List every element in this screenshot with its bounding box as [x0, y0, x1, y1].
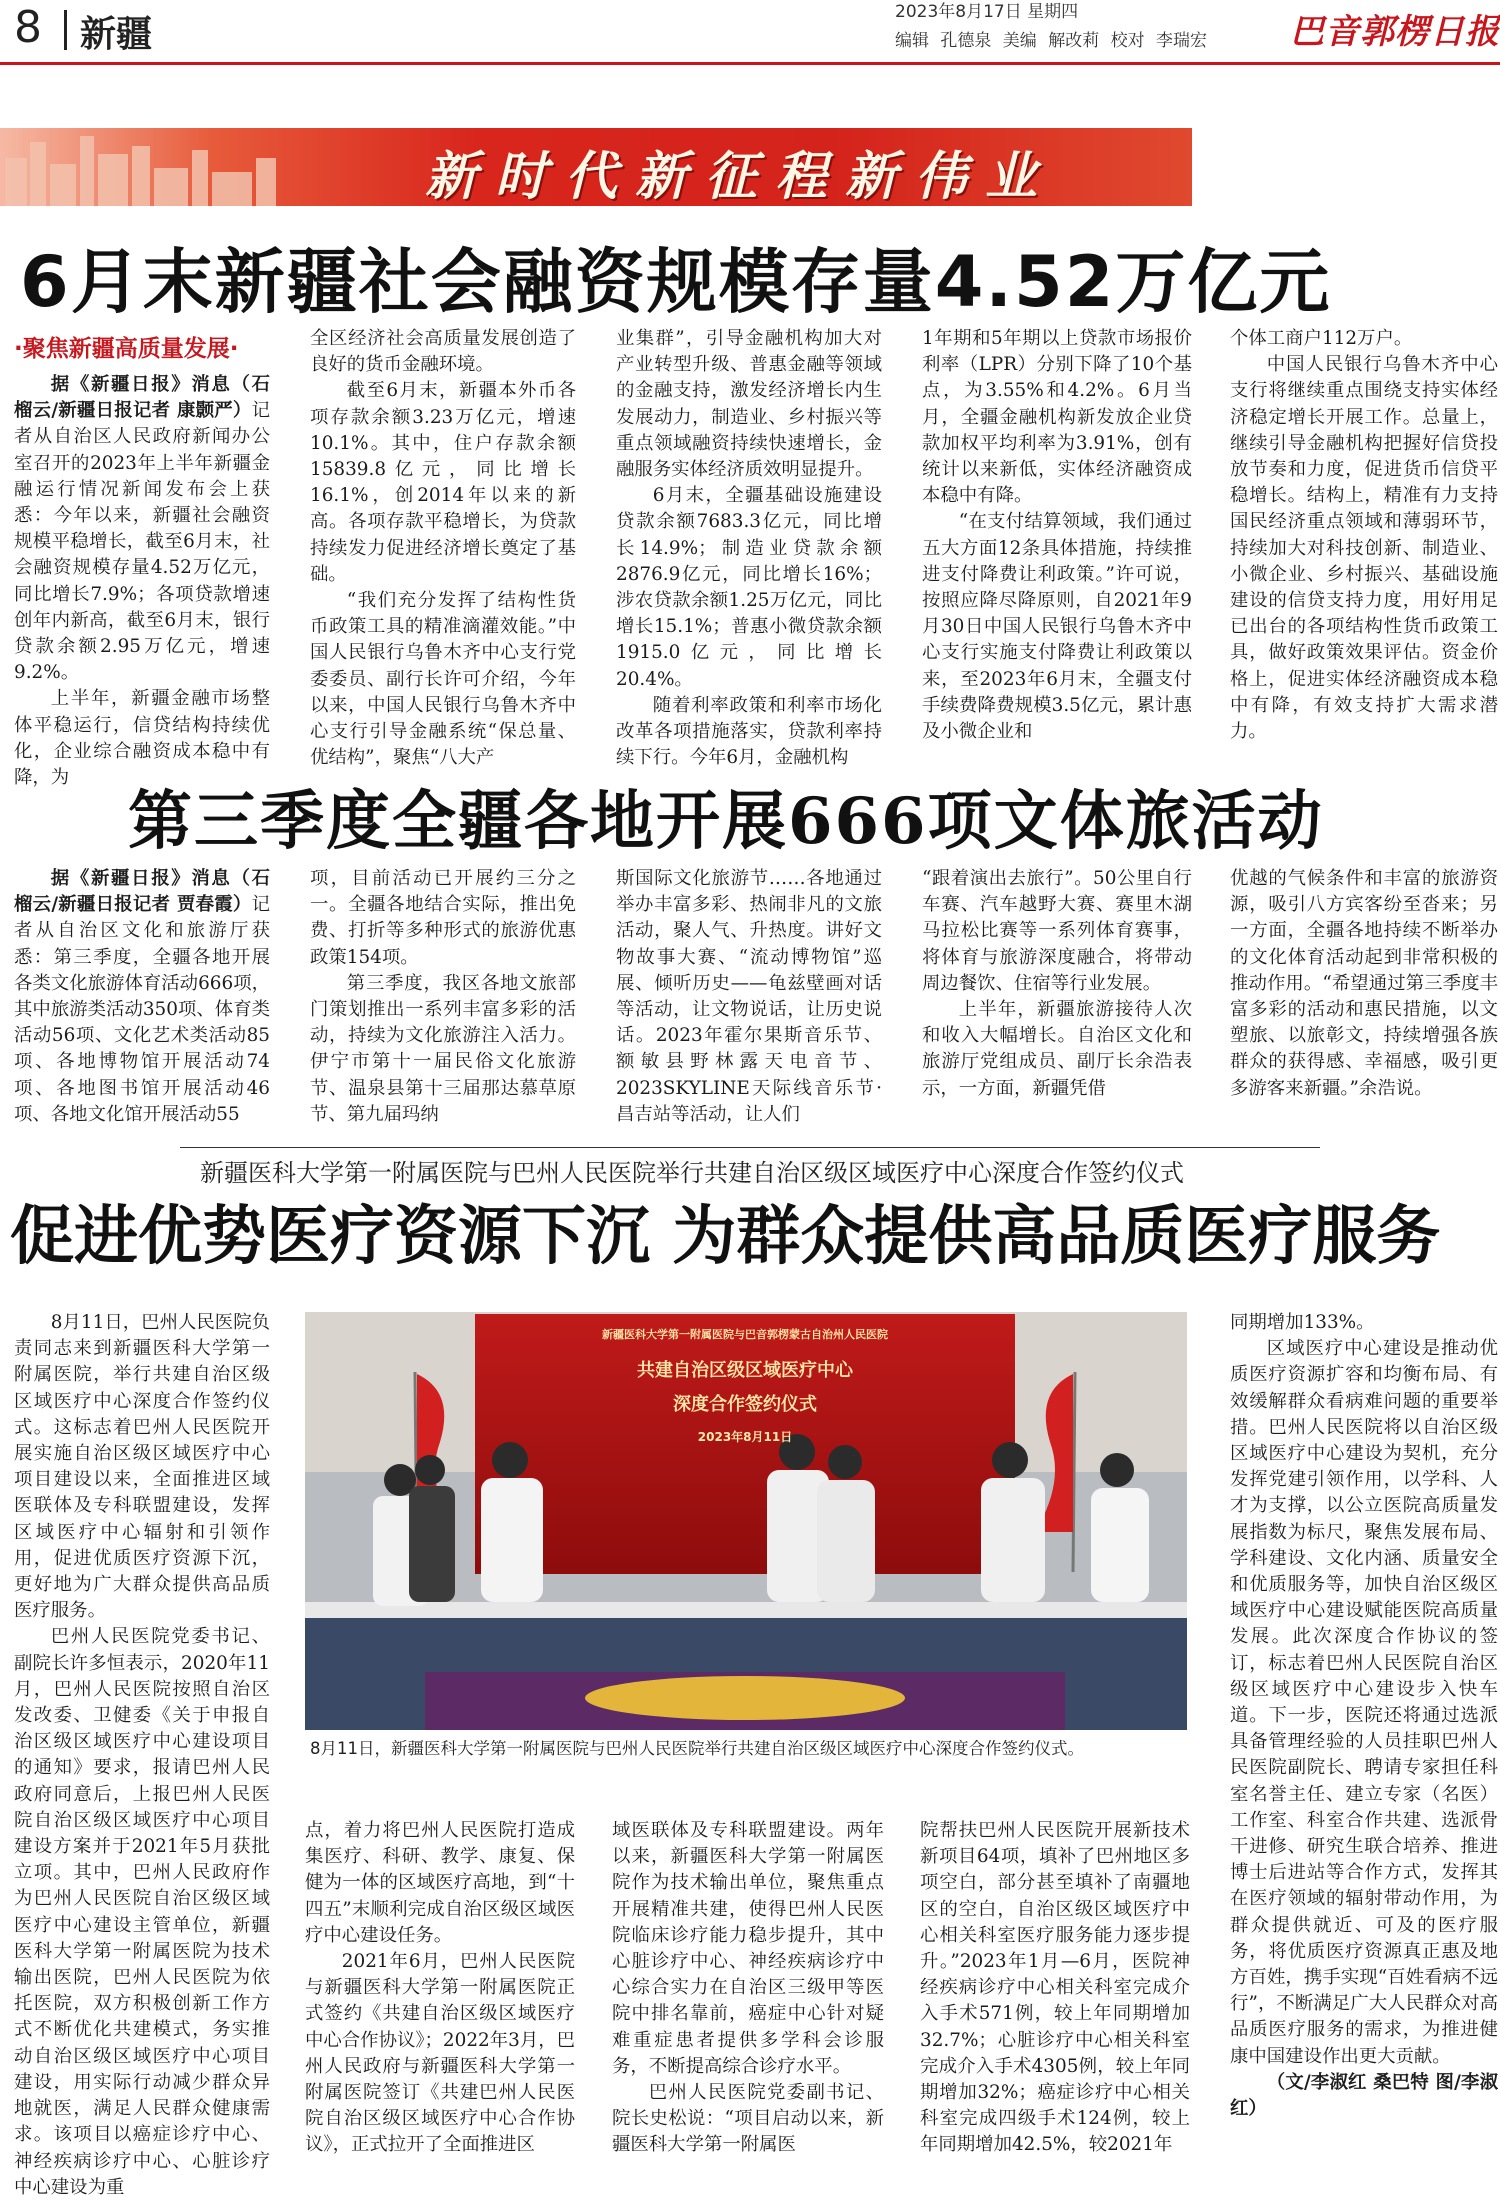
screen-text-line1: 新疆医科大学第一附属医院与巴音郭楞蒙古自治州人民医院 — [602, 1328, 888, 1341]
page-number-divider — [64, 10, 67, 50]
article2-column-3: 斯国际文化旅游节……各地通过举办丰富多彩、热闹非凡的文旅活动，聚人气、升热度。讲好文物故事大赛、“流动博物馆”巡展、倾听历史——龟兹壁画对话等活动，让文物说话，让历史说话。2023年霍尔果斯音乐节、额敏县野林露天电音节、2023SKYLINE天际线音乐节·昌吉站等活动，让人们 — [616, 868, 882, 1125]
article3-column-1: 8月11日，巴州人民医院负责同志来到新疆医科大学第一附属医院，举行共建自治区级区域医疗中心深度合作签约仪式。这标志着巴州人民医院开展实施自治区级区域医疗中心项目建设以来，全面推进区域医联体及专科联盟建设，发挥区域医疗中心辐射和引领作用，促进优质医疗资源下沉，更好地为广大群众提供高品质医疗服务。 巴州人民医院党委书记、副院长许多恒表示，2020年11月，巴州人民医院按照自治区发改委、卫健委《关于申报自治区级区域医疗中心建设项目的通知》要求，报请巴州人民政府同意后，上报巴州人民医院自治区级区域医疗中心项目建设方案并于2021年5月获批立项。其中，巴州人民政府作为巴州人民医院自治区级区域医疗中心建设主管单位，新疆医科大学第一附属医院为技术输出医院，巴州人民医院为依托医院，双方积极创新工作方式不断优化共建模式，务实推动自治区级区域医疗中心项目建设，用实际行动减少群众异地就医，满足人民群众健康需求。该项目以癌症诊疗中心、神经疾病诊疗中心、心脏诊疗中心建设为重 — [14, 1312, 270, 2198]
masthead-rule — [0, 62, 1500, 65]
article3-credit: （文/李淑红 桑巴特 图/李淑红） — [1230, 2071, 1498, 2120]
section-title: 新疆 — [80, 14, 153, 55]
article1-byline: 据《新疆日报》消息（石榴云/新疆日报记者 康颢严） — [14, 374, 270, 422]
article1-column-4: 1年期和5年期以上贷款市场报价利率（LPR）分别下降了10个基点，为3.55%和4.2%。6月当月，全疆金融机构新发放企业贷款加权平均利率为3.91%，创有统计以来新低，实体经济融资成本稳中有降。 “在支付结算领域，我们通过五大方面12条具体措施，持续推进支付降费让利政策。”许可说，按照应降尽降原则，自2021年9月30日中国人民银行乌鲁木齐中心支行实施支付降费让利政策以来，至2023年6月末，全疆支付手续费降费规模3.5亿元，累计惠及小微企业和 — [922, 328, 1192, 743]
article3-rule — [180, 1147, 1320, 1148]
article1-column-5: 个体工商户112万户。 中国人民银行乌鲁木齐中心支行将继续重点围绕支持实体经济稳定增长开展工作。总量上，继续引导金融机构把握好信贷投放节奏和力度，促进货币信贷平稳增长。结构上，精准有力支持国民经济重点领域和薄弱环节，持续加大对科技创新、制造业、小微企业、乡村振兴、基础设施建设的信贷支持力度，用好用足已出台的各项结构性货币政策工具，做好政策效果评估。资金价格上，促进实体经济融资成本稳中有降，有效支持扩大需求潜力。 — [1230, 328, 1498, 743]
city-skyline-icon — [0, 128, 300, 206]
article3-headline: 促进优势医疗资源下沉 为群众提供高品质医疗服务 — [10, 1199, 1441, 1274]
article2-column-2: 项，目前活动已开展约三分之一。全疆各地结合实际，推出免费、打折等多种形式的旅游优惠政策154项。 第三季度，我区各地文旅部门策划推出一系列丰富多彩的活动，持续为文化旅游注入活力。伊宁市第十一届民俗文化旅游节、温泉县第十三届那达慕草原节、第九届玛纳 — [310, 868, 576, 1125]
article1-column-1: 据《新疆日报》消息（石榴云/新疆日报记者 康颢严）记者从自治区人民政府新闻办公室召开的2023年上半年新疆金融运行情况新闻发布会上获悉：今年以来，新疆社会融资规模平稳增长，截至6月末，社会融资规模存量4.52万亿元，同比增长7.9%；各项贷款增速创年内新高，截至6月末，银行贷款余额2.95万亿元，增速9.2%。 上半年，新疆金融市场整体平稳运行，信贷结构持续优化，企业综合融资成本稳中有降，为 — [14, 374, 270, 789]
page-number: 8 — [14, 2, 42, 53]
newspaper-logo: 巴音郭楞日报 — [1290, 12, 1500, 52]
article1-column-3: 业集群”，引导金融机构加大对产业转型升级、普惠金融等领域的金融支持，激发经济增长内生发展动力，制造业、乡村振兴等重点领域融资持续快速增长，金融服务实体经济质效明显提升。 6月末，全疆基础设施建设贷款余额7683.3亿元，同比增长14.9%；制造业贷款余额2876.9亿元，同比增长16%；涉农贷款余额1.25万亿元，同比增长15.1%；普惠小微贷款余额1915.0亿元，同比增长20.4%。 随着利率政策和利率市场化改革各项措施落实，贷款利率持续下行。今年6月，金融机构 — [616, 328, 882, 769]
screen-date: 2023年8月11日 — [697, 1430, 793, 1444]
article3-column-3: 域医联体及专科联盟建设。两年以来，新疆医科大学第一附属医院作为技术输出单位，聚焦重点开展精准共建，使得巴州人民医院临床诊疗能力稳步提升，其中心脏诊疗中心、神经疾病诊疗中心综合实力在自治区三级甲等医院中排名靠前，癌症中心针对疑难重症患者提供多学科会诊服务，不断提高综合诊疗水平。 巴州人民医院党委副书记、院长史松说：“项目启动以来，新疆医科大学第一附属医 — [612, 1820, 884, 2156]
article2-headline: 第三季度全疆各地开展666项文体旅活动 — [128, 784, 1324, 859]
signing-ceremony-photo — [305, 1312, 1187, 1730]
article1-column-2: 全区经济社会高质量发展创造了良好的货币金融环境。 截至6月末，新疆本外币各项存款余额3.23万亿元，增速10.1%。其中，住户存款余额15839.8亿元，同比增长16.1%，创2014年以来的新高。各项存款平稳增长，为贷款持续发力促进经济增长奠定了基础。 “我们充分发挥了结构性货币政策工具的精准滴灌效能。”中国人民银行乌鲁木齐中心支行党委委员、副行长许可介绍，今年以来，中国人民银行乌鲁木齐中心支行引导金融系统“保总量、优结构”，聚焦“八大产 — [310, 328, 576, 769]
article2-column-5: 优越的气候条件和丰富的旅游资源，吸引八方宾客纷至沓来；另一方面，全疆各地持续不断举办的文化体育活动起到非常积极的推动作用。“希望通过第三季度丰富多彩的活动和惠民措施，以文塑旅、以旅彰文，持续增强各族群众的获得感、幸福感，吸引更多游客来新疆。”余浩说。 — [1230, 868, 1498, 1099]
slogan-text: 新时代新征程新伟业 — [424, 146, 1055, 207]
article1-headline: 6月末新疆社会融资规模存量4.52万亿元 — [20, 241, 1332, 323]
screen-text-line3: 深度合作签约仪式 — [673, 1394, 817, 1415]
article3-column-2: 点，着力将巴州人民医院打造成集医疗、科研、教学、康复、保健为一体的区域医疗高地，到“十四五”末顺利完成自治区级区域医疗中心建设任务。 2021年6月，巴州人民医院与新疆医科大学第一附属医院正式签约《共建自治区级区域医疗中心合作协议》；2022年3月，巴州人民政府与新疆医科大学第一附属医院签订《共建巴州人民医院自治区级区域医疗中心合作协议》，正式拉开了全面推进区 — [305, 1820, 575, 2156]
article2-byline: 据《新疆日报》消息（石榴云/新疆日报记者 贾春霞） — [14, 868, 270, 916]
photo-caption: 8月11日，新疆医科大学第一附属医院与巴州人民医院举行共建自治区级区域医疗中心深度合作签约仪式。 — [310, 1739, 1084, 1758]
article2-column-4: “跟着演出去旅行”。50公里自行车赛、汽车越野大赛、赛里木湖马拉松比赛等一系列体育赛事，将体育与旅游深度融合，将带动周边餐饮、住宿等行业发展。 上半年，新疆旅游接待人次和收入大幅增长。自治区文化和旅游厅党组成员、副厅长余浩表示，一方面，新疆凭借 — [922, 868, 1192, 1099]
screen-text-line2: 共建自治区级区域医疗中心 — [637, 1360, 853, 1381]
article2-column-1: 据《新疆日报》消息（石榴云/新疆日报记者 贾春霞）记者从自治区文化和旅游厅获悉：第三季度，全疆各地开展各类文化旅游体育活动666项，其中旅游类活动350项、体育类活动56项、文化艺术类活动85项、各地博物馆开展活动74项、各地图书馆开展活动46项、各地文化馆开展活动55 — [14, 868, 270, 1125]
editor-credits: 编辑 孔德泉 美编 解改莉 校对 李瑞宏 — [895, 31, 1208, 51]
article3-subheadline: 新疆医科大学第一附属医院与巴州人民医院举行共建自治区级区域医疗中心深度合作签约仪式 — [200, 1159, 1184, 1187]
article1-kicker: ·聚焦新疆高质量发展· — [14, 336, 239, 362]
issue-date: 2023年8月17日 星期四 — [895, 2, 1079, 22]
article3-column-4: 院帮扶巴州人民医院开展新技术新项目64项，填补了巴州地区多项空白，部分甚至填补了南疆地区的空白，自治区级区域医疗中心相关科室医疗服务能力逐步提升。”2023年1月—6月，医院神经疾病诊疗中心相关科室完成介入手术571例，较上年同期增加32.7%；心脏诊疗中心相关科室完成介入手术4305例，较上年同期增加32%；癌症诊疗中心相关科室完成四级手术124例，较上年同期增加42.5%，较2021年 — [920, 1820, 1190, 2156]
article3-column-5: 同期增加133%。 区域医疗中心建设是推动优质医疗资源扩容和均衡布局、有效缓解群众看病难问题的重要举措。巴州人民医院将以自治区级区域医疗中心建设为契机，充分发挥党建引领作用，以学科、人才为支撑，以公立医院高质量发展指数为标尺，聚焦发展布局、学科建设、文化内涵、质量安全和优质服务等，加快自治区级区域医疗中心建设赋能医院高质量发展。此次深度合作协议的签订，标志着巴州人民医院自治区级区域医疗中心建设步入快车道。下一步，医院还将通过选派具备管理经验的人员挂职巴州人民医院副院长、聘请专家担任科室名誉主任、建立专家（名医）工作室、科室合作共建、选派骨干进修、研究生联合培养、推进博士后进站等合作方式，发挥其在医疗领域的辐射带动作用，为群众提供就近、可及的医疗服务，将优质医疗资源真正惠及地方百姓，携手实现“百姓看病不远行”，不断满足广大人民群众对高品质医疗服务的需求，为推进健康中国建设作出更大贡献。 （文/李淑红 桑巴特 图/李淑红） — [1230, 1310, 1498, 2184]
